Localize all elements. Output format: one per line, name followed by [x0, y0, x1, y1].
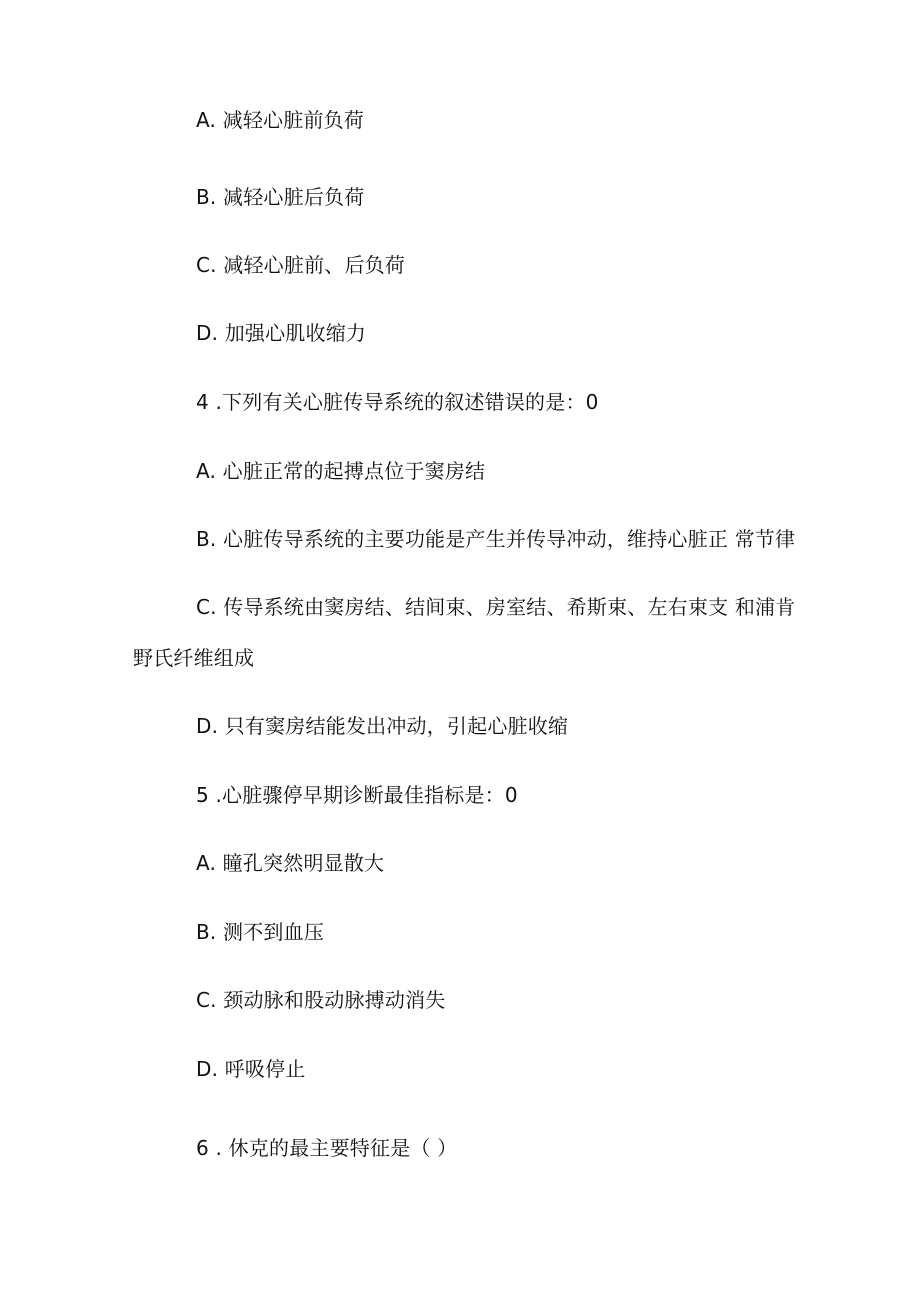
- question-5: 5 .心脏骤停早期诊断最佳指标是：0: [196, 783, 518, 807]
- q3-option-b: B. 减轻心脏后负荷: [196, 185, 365, 209]
- q3-option-d: D. 加强心肌收缩力: [196, 321, 367, 345]
- q4-option-d: D. 只有窦房结能发出冲动，引起心脏收缩: [196, 714, 569, 738]
- q3-option-a: A. 减轻心脏前负荷: [196, 108, 365, 132]
- question-4: 4 .下列有关心脏传导系统的叙述错误的是：0: [196, 390, 599, 414]
- q4-option-c-continuation: 野氏纤维组成: [133, 646, 255, 670]
- question-6: 6 . 休克的最主要特征是（ ）: [196, 1136, 458, 1160]
- q5-option-d: D. 呼吸停止: [196, 1057, 306, 1081]
- q5-option-b: B. 测不到血压: [196, 920, 325, 944]
- q4-option-c: C. 传导系统由窦房结、结间束、房室结、希斯束、左右束支 和浦肯: [196, 595, 796, 619]
- q4-option-b: B. 心脏传导系统的主要功能是产生并传导冲动，维持心脏正 常节律: [196, 527, 796, 551]
- q3-option-c: C. 减轻心脏前、后负荷: [196, 253, 406, 277]
- q5-option-c: C. 颈动脉和股动脉搏动消失: [196, 988, 446, 1012]
- q4-option-a: A. 心脏正常的起搏点位于窦房结: [196, 459, 486, 483]
- q5-option-a: A. 瞳孔突然明显散大: [196, 851, 385, 875]
